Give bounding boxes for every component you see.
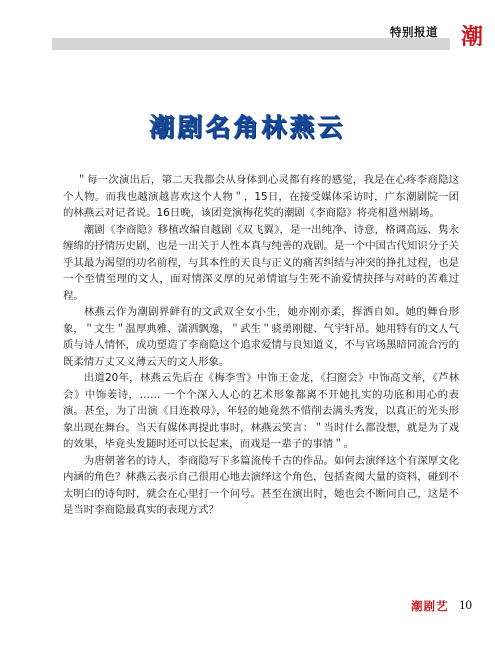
article-body xyxy=(63,172,459,519)
paragraph: 出道20年，林燕云先后在《梅李雪》中饰王金龙，《扫窗会》中饰高文举，《芦林会》中饰姜诗，…… 一个个深入人心的艺术形象都离不开她扎实的功底和用心的表演。甚至，为了出演《目连救母》，年轻的她竟然不惜削去满头秀发，以真正的光头形象出现在舞台。当天有媒体再提此事时，林燕云笑言：＂当时什么都没想，就是为了戏的效果，毕竟头发随时还可以长起来，而戏是一辈子的事情＂。 xyxy=(63,372,459,450)
paragraph: 潮剧《李商隐》移植改编自越剧《双飞翼》，是一出纯净、诗意，格调高远、隽永缠绵的抒情历史剧，也是一出关于人性本真与纯善的戏剧。是一个中国古代知识分子关乎其最为渴望的功名前程，与其本性的天良与正义的痛苦纠结与冲突的挣扎过程，也是一个至情至理的文人，面对情深义厚的兄弟情谊与生死不渝爱情抉择与对峙的苦难过程。 xyxy=(63,223,459,302)
paragraph: 为唐朝著名的诗人，李商隐写下多篇流传千古的作品。如何去演绎这个有深厚文化内涵的角色？林燕云表示自己很用心地去演绎这个角色，包括查阅大量的资料，碰到不太明白的诗句时，就会在心里打一个问号。甚至在演出时，她也会不断问自己，这是不是当时李商隐最真实的表现方式？ xyxy=(63,454,459,516)
page-number: 10 xyxy=(459,597,472,612)
footer-brand-logo: 潮剧艺 xyxy=(411,599,449,613)
corner-logo: 潮 xyxy=(460,24,483,50)
paragraph: 林燕云作为潮剧界鲜有的文武双全女小生，她亦刚亦柔，挥洒自如。她的舞台形象，＂文生＂温厚典雅、潇洒飘逸，＂武生＂骁勇刚健、气宇轩昂。她用特有的文人气质与诗人情怀，成功塑造了李商隐这个追求爱情与良知道义，不与官场黑暗同流合污的既柔情万丈又义薄云天的文人形象。 xyxy=(63,306,459,368)
article-title: 潮剧名角林燕云 xyxy=(149,113,346,142)
paragraph: ＂每一次演出后，第二天我都会从身体到心灵都有疼的感觉，我是在心疼李商隐这个人物。而我也越演越喜欢这个人物＂，15日，在接受媒体采访时，广东潮剧院一团的林燕云对记者说。16日晚，该团竞演梅花奖的潮剧《李商隐》将亮相邕州剧场。 xyxy=(63,174,459,219)
section-label: 特别报道 xyxy=(390,25,438,39)
